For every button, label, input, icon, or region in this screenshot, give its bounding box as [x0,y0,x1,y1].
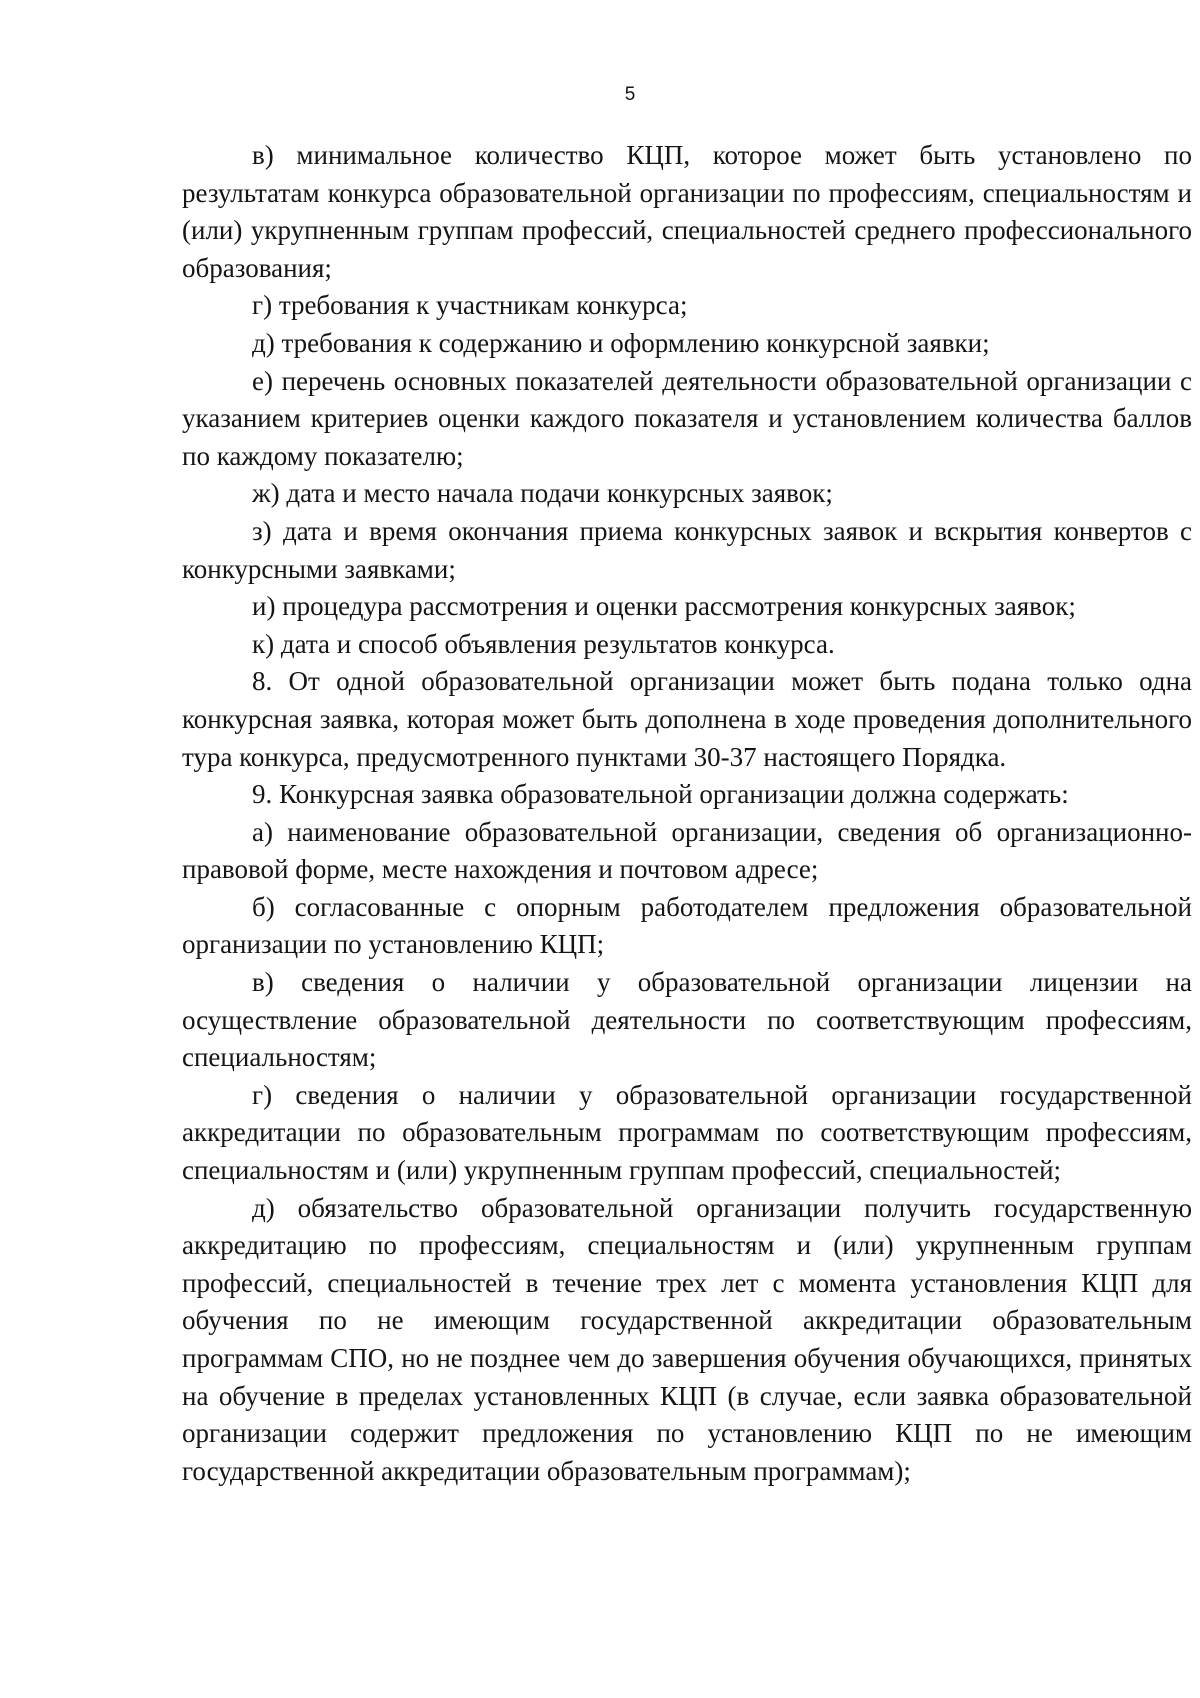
paragraph-item-g-accreditation: г) сведения о наличии у образовательной организации государственной аккредитации по образовательным программам по соответствующим профессиям, специальностям и (или) укрупненным группам профессий, специальностей; [182,1079,1192,1186]
paragraph-item-v-license: в) сведения о наличии у образовательной организации лицензии на осуществление образовательной деятельности по соответствующим профессиям, специальностям; [182,967,1192,1073]
paragraph-item-a-name: а) наименование образовательной организации, сведения об организационно-правовой форме, месте нахождения и почтовом адресе; [182,816,1192,885]
paragraph-item-d-obligation: д) обязательство образовательной организации получить государственную аккредитацию по профессиям, специальностям и (или) укрупненным группам профессий, специальностей в течение трех лет с момента установления КЦП для обучения по не имеющим государственной аккредитации образовательным программам СПО, но не позднее чем до завершения обучения обучающихся, принятых на обучение в пределах установленных КЦП (в случае, если заявка образовательной организации содержит предложения по установлению КЦП по не имеющим государственной аккредитации образовательным программам); [182,1192,1192,1486]
paragraph-item-g-requirements: г) требования к участникам конкурса; [252,290,688,321]
page-number: 5 [624,84,636,105]
paragraph-item-b-proposals: б) согласованные с опорным работодателем предложения образовательной организации по установлению КЦП; [182,891,1192,960]
paragraph-8: 8. От одной образовательной организации может быть подана только одна конкурсная заявка, которая может быть дополнена в ходе проведения дополнительного тура конкурса, предусмотренного пунктами 30-37 настоящего Порядка. [182,666,1192,772]
paragraph-item-zh-start-date: ж) дата и место начала подачи конкурсных заявок; [252,478,833,509]
paragraph-item-e-indicators: е) перечень основных показателей деятельности образовательной организации с указанием критериев оценки каждого показателя и установлением количества баллов по каждому показателю; [182,365,1192,471]
paragraph-item-k-results: к) дата и способ объявления результатов конкурса. [252,628,835,659]
paragraph-9: 9. Конкурсная заявка образовательной организации должна содержать: [252,779,1069,810]
paragraph-item-v-min-kcp: в) минимальное количество КЦП, которое может быть установлено по результатам конкурса образовательной организации по профессиям, специальностям и (или) укрупненным группам профессий, специальностей среднего профессионального образования; [182,140,1192,283]
paragraph-item-i-procedure: и) процедура рассмотрения и оценки рассмотрения конкурсных заявок; [252,591,1076,622]
document-body [182,137,1192,1490]
paragraph-item-z-end-date: з) дата и время окончания приема конкурсных заявок и вскрытия конвертов с конкурсными заявками; [182,515,1192,584]
paragraph-item-d-application-requirements: д) требования к содержанию и оформлению конкурсной заявки; [252,327,990,358]
